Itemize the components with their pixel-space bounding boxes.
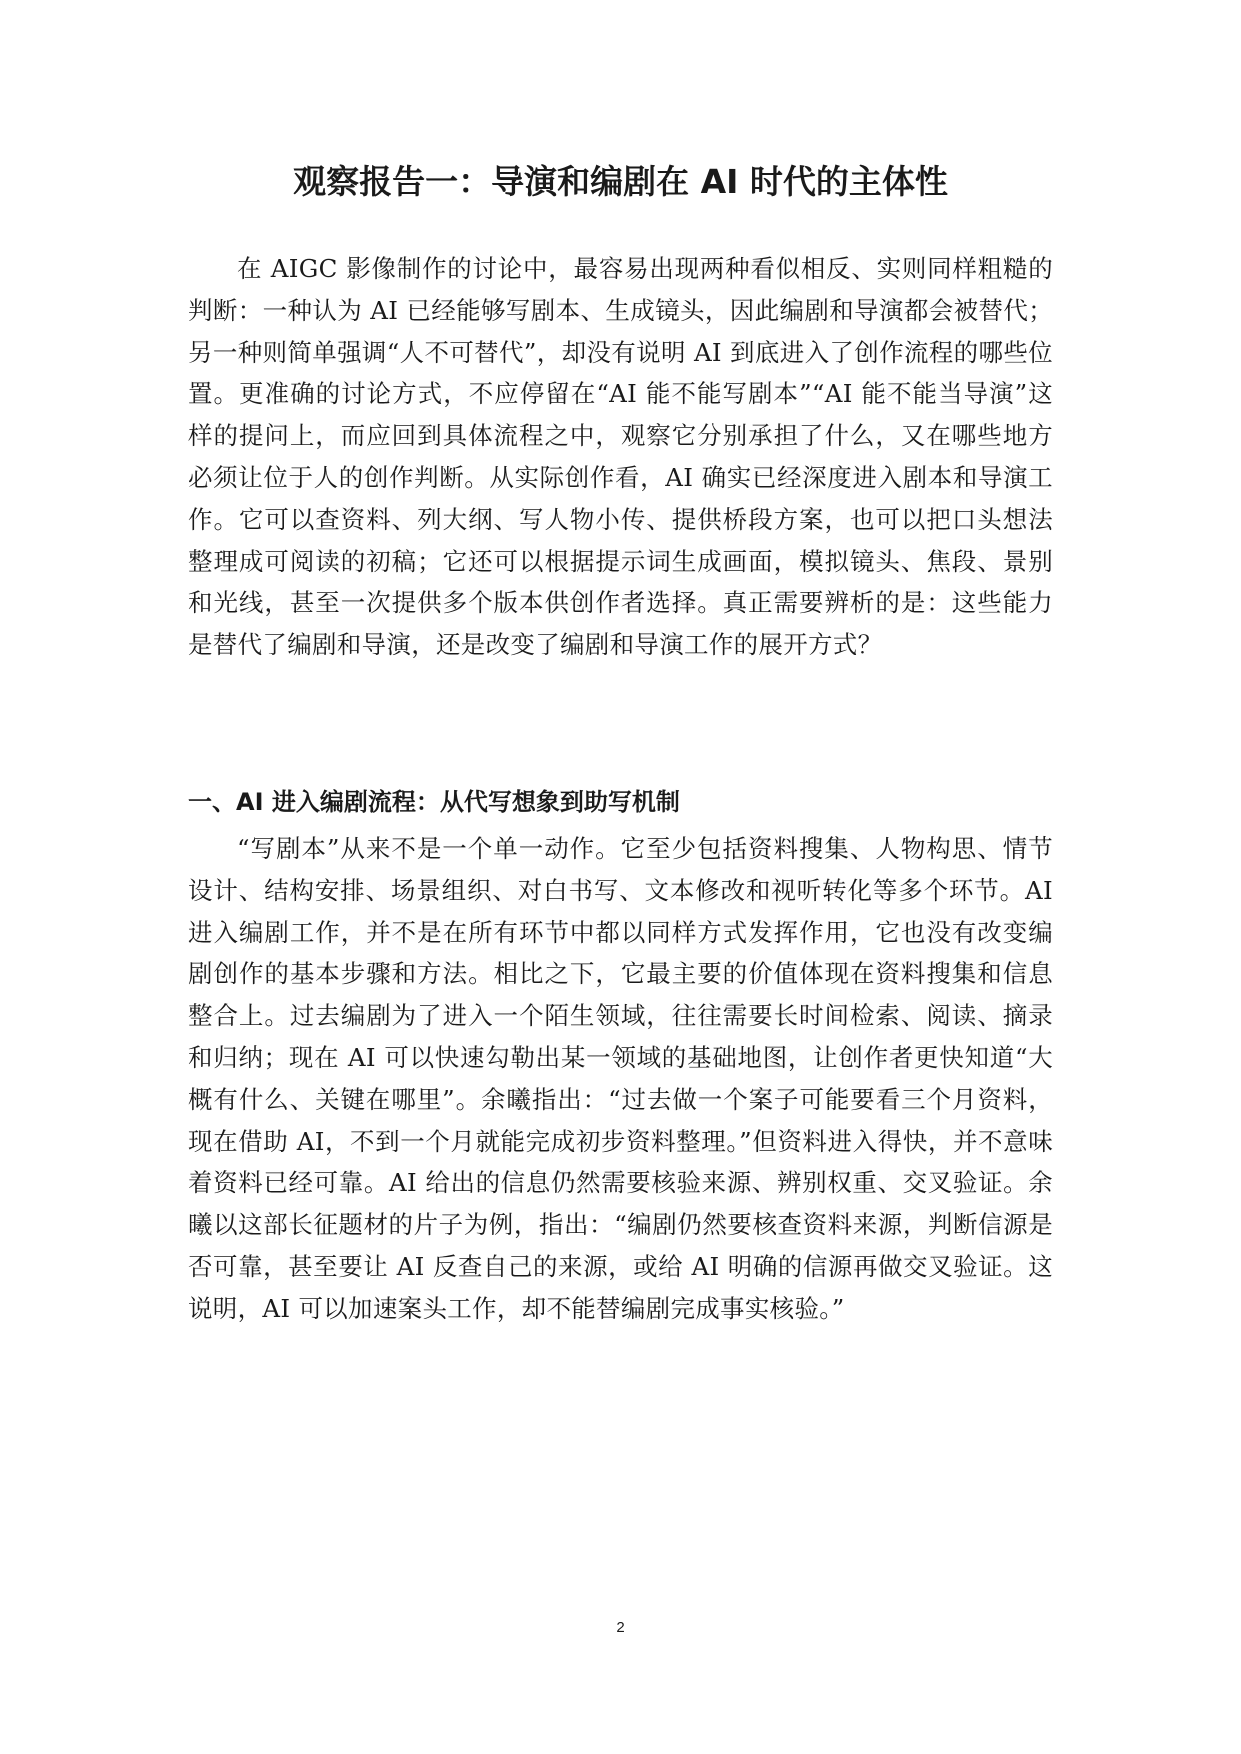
- section-heading: 一、AI 进入编剧流程：从代写想象到助写机制: [188, 788, 680, 816]
- section-paragraph: “写剧本”从来不是一个单一动作。它至少包括资料搜集、人物构思、情节设计、结构安排、场景组织、对白书写、文本修改和视听转化等多个环节。AI 进入编剧工作，并不是在所有环节中都以同样方式发挥作用，它也没有改变编剧创作的基本步骤和方法。相比之下，它最主要的价值体现在资料搜集和信息整合上。过去编剧为了进入一个陌生领域，往往需要长时间检索、阅读、摘录和归纳；现在 AI 可以快速勾勒出某一领域的基础地图，让创作者更快知道“大概有什么、关键在哪里”。余曦指出：“过去做一个案子可能要看三个月资料，现在借助 AI，不到一个月就能完成初步资料整理。”但资料进入得快，并不意味着资料已经可靠。AI 给出的信息仍然需要核验来源、辨别权重、交叉验证。余曦以这部长征题材的片子为例，指出：“编剧仍然要核查资料来源，判断信源是否可靠，甚至要让 AI 反查自己的来源，或给 AI 明确的信源再做交叉验证。这说明，AI 可以加速案头工作，却不能替编剧完成事实核验。”: [188, 834, 1053, 1323]
- page-number: 2: [616, 1619, 625, 1636]
- intro-paragraph: 在 AIGC 影像制作的讨论中，最容易出现两种看似相反、实则同样粗糙的判断：一种认为 AI 已经能够写剧本、生成镜头，因此编剧和导演都会被替代；另一种则简单强调“人不可替代”，却没有说明 AI 到底进入了创作流程的哪些位置。更准确的讨论方式，不应停留在“AI 能不能写剧本”“AI 能不能当导演”这样的提问上，而应回到具体流程之中，观察它分别承担了什么，又在哪些地方必须让位于人的创作判断。从实际创作看，AI 确实已经深度进入剧本和导演工作。它可以查资料、列大纲、写人物小传、提供桥段方案，也可以把口头想法整理成可阅读的初稿；它还可以根据提示词生成画面，模拟镜头、焦段、景别和光线，甚至一次提供多个版本供创作者选择。真正需要辨析的是：这些能力是替代了编剧和导演，还是改变了编剧和导演工作的展开方式？: [188, 254, 1053, 660]
- document-title: 观察报告一：导演和编剧在 AI 时代的主体性: [293, 162, 948, 201]
